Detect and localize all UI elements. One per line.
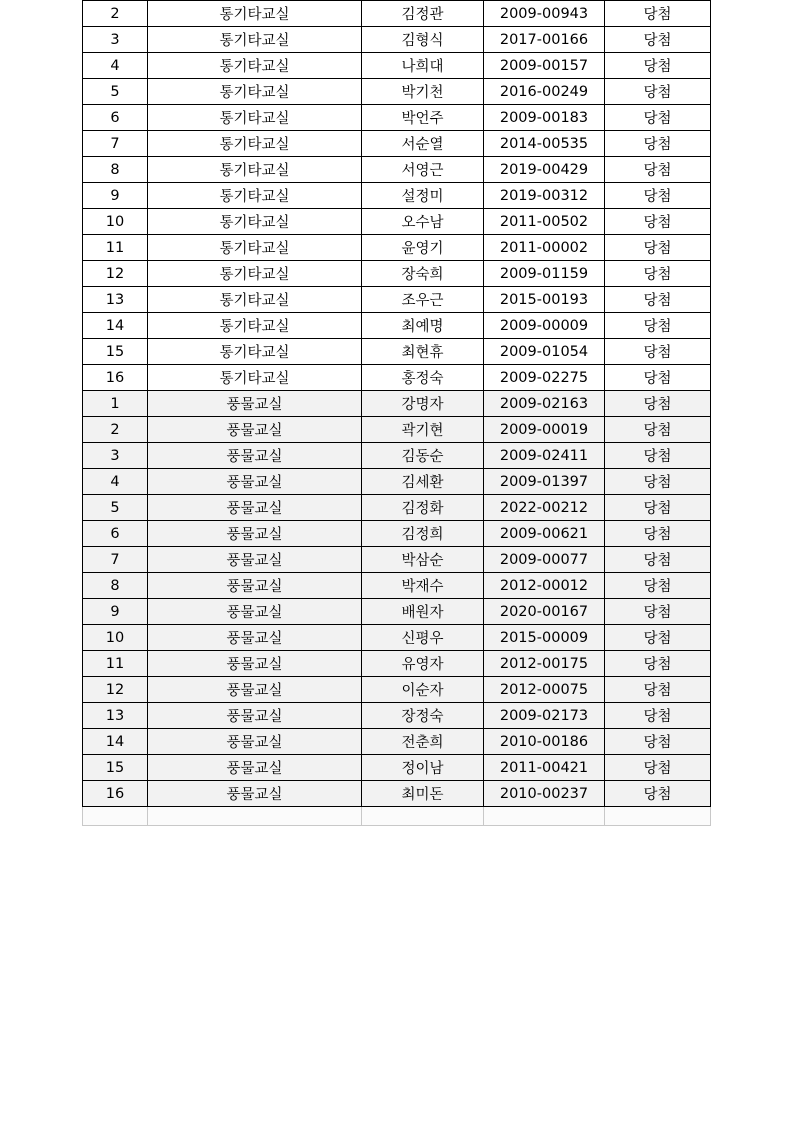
member-id-cell: 2010-00237 xyxy=(484,781,605,807)
result-cell: 당첨 xyxy=(605,53,711,79)
course-name-cell: 통기타교실 xyxy=(148,131,362,157)
applicant-name-cell: 조우근 xyxy=(362,287,484,313)
course-name-cell: 풍물교실 xyxy=(148,729,362,755)
member-id-cell: 2009-00019 xyxy=(484,417,605,443)
course-name-cell: 통기타교실 xyxy=(148,1,362,27)
course-name-cell: 통기타교실 xyxy=(148,27,362,53)
table-row xyxy=(83,781,711,807)
result-cell: 당첨 xyxy=(605,703,711,729)
table-row xyxy=(83,339,711,365)
result-cell: 당첨 xyxy=(605,183,711,209)
applicant-name-cell: 김정관 xyxy=(362,1,484,27)
row-number-cell: 12 xyxy=(83,261,148,287)
table-row xyxy=(83,313,711,339)
row-number-cell: 10 xyxy=(83,625,148,651)
result-cell: 당첨 xyxy=(605,313,711,339)
member-id-cell: 2009-00077 xyxy=(484,547,605,573)
course-name-cell: 풍물교실 xyxy=(148,547,362,573)
applicant-name-cell: 서순열 xyxy=(362,131,484,157)
row-number-cell: 16 xyxy=(83,365,148,391)
table-row xyxy=(83,235,711,261)
member-id-cell: 2009-00157 xyxy=(484,53,605,79)
course-name-cell: 통기타교실 xyxy=(148,261,362,287)
member-id-cell: 2009-02411 xyxy=(484,443,605,469)
table-row xyxy=(83,53,711,79)
empty-cell xyxy=(83,807,148,826)
results-table-body xyxy=(83,1,711,826)
table-row xyxy=(83,703,711,729)
course-name-cell: 풍물교실 xyxy=(148,625,362,651)
applicant-name-cell: 강명자 xyxy=(362,391,484,417)
empty-cell xyxy=(362,807,484,826)
row-number-cell: 10 xyxy=(83,209,148,235)
member-id-cell: 2009-02275 xyxy=(484,365,605,391)
applicant-name-cell: 신평우 xyxy=(362,625,484,651)
member-id-cell: 2019-00312 xyxy=(484,183,605,209)
lottery-results-table xyxy=(82,0,711,826)
table-row xyxy=(83,521,711,547)
table-row xyxy=(83,365,711,391)
row-number-cell: 2 xyxy=(83,1,148,27)
table-row xyxy=(83,651,711,677)
course-name-cell: 통기타교실 xyxy=(148,53,362,79)
table-row xyxy=(83,157,711,183)
table-row xyxy=(83,443,711,469)
course-name-cell: 풍물교실 xyxy=(148,781,362,807)
result-cell: 당첨 xyxy=(605,781,711,807)
result-cell: 당첨 xyxy=(605,157,711,183)
empty-cell xyxy=(148,807,362,826)
row-number-cell: 14 xyxy=(83,729,148,755)
applicant-name-cell: 홍정숙 xyxy=(362,365,484,391)
course-name-cell: 통기타교실 xyxy=(148,339,362,365)
table-row xyxy=(83,261,711,287)
course-name-cell: 풍물교실 xyxy=(148,755,362,781)
result-cell: 당첨 xyxy=(605,365,711,391)
result-cell: 당첨 xyxy=(605,599,711,625)
course-name-cell: 통기타교실 xyxy=(148,235,362,261)
applicant-name-cell: 박재수 xyxy=(362,573,484,599)
member-id-cell: 2010-00186 xyxy=(484,729,605,755)
applicant-name-cell: 오수남 xyxy=(362,209,484,235)
table-row xyxy=(83,547,711,573)
course-name-cell: 풍물교실 xyxy=(148,703,362,729)
applicant-name-cell: 김정희 xyxy=(362,521,484,547)
applicant-name-cell: 윤영기 xyxy=(362,235,484,261)
result-cell: 당첨 xyxy=(605,417,711,443)
row-number-cell: 5 xyxy=(83,495,148,521)
result-cell: 당첨 xyxy=(605,443,711,469)
applicant-name-cell: 최미돈 xyxy=(362,781,484,807)
applicant-name-cell: 정이남 xyxy=(362,755,484,781)
applicant-name-cell: 김동순 xyxy=(362,443,484,469)
applicant-name-cell: 서영근 xyxy=(362,157,484,183)
member-id-cell: 2015-00009 xyxy=(484,625,605,651)
course-name-cell: 통기타교실 xyxy=(148,105,362,131)
row-number-cell: 11 xyxy=(83,235,148,261)
row-number-cell: 11 xyxy=(83,651,148,677)
row-number-cell: 4 xyxy=(83,469,148,495)
row-number-cell: 6 xyxy=(83,105,148,131)
row-number-cell: 16 xyxy=(83,781,148,807)
applicant-name-cell: 박언주 xyxy=(362,105,484,131)
table-row xyxy=(83,105,711,131)
table-row xyxy=(83,625,711,651)
applicant-name-cell: 박기천 xyxy=(362,79,484,105)
result-cell: 당첨 xyxy=(605,27,711,53)
course-name-cell: 풍물교실 xyxy=(148,677,362,703)
applicant-name-cell: 곽기현 xyxy=(362,417,484,443)
table-row xyxy=(83,729,711,755)
applicant-name-cell: 이순자 xyxy=(362,677,484,703)
member-id-cell: 2009-02163 xyxy=(484,391,605,417)
row-number-cell: 13 xyxy=(83,287,148,313)
member-id-cell: 2012-00075 xyxy=(484,677,605,703)
row-number-cell: 2 xyxy=(83,417,148,443)
empty-table-row xyxy=(83,807,711,826)
member-id-cell: 2009-00621 xyxy=(484,521,605,547)
row-number-cell: 4 xyxy=(83,53,148,79)
empty-cell xyxy=(605,807,711,826)
result-cell: 당첨 xyxy=(605,677,711,703)
table-row xyxy=(83,391,711,417)
result-cell: 당첨 xyxy=(605,755,711,781)
member-id-cell: 2009-01397 xyxy=(484,469,605,495)
course-name-cell: 풍물교실 xyxy=(148,495,362,521)
empty-cell xyxy=(484,807,605,826)
row-number-cell: 9 xyxy=(83,599,148,625)
member-id-cell: 2009-01054 xyxy=(484,339,605,365)
course-name-cell: 통기타교실 xyxy=(148,313,362,339)
member-id-cell: 2009-01159 xyxy=(484,261,605,287)
row-number-cell: 3 xyxy=(83,27,148,53)
course-name-cell: 풍물교실 xyxy=(148,469,362,495)
member-id-cell: 2009-00943 xyxy=(484,1,605,27)
result-cell: 당첨 xyxy=(605,79,711,105)
result-cell: 당첨 xyxy=(605,209,711,235)
table-row xyxy=(83,209,711,235)
course-name-cell: 풍물교실 xyxy=(148,443,362,469)
row-number-cell: 13 xyxy=(83,703,148,729)
member-id-cell: 2015-00193 xyxy=(484,287,605,313)
result-cell: 당첨 xyxy=(605,573,711,599)
table-row xyxy=(83,183,711,209)
result-cell: 당첨 xyxy=(605,235,711,261)
result-cell: 당첨 xyxy=(605,469,711,495)
course-name-cell: 풍물교실 xyxy=(148,651,362,677)
result-cell: 당첨 xyxy=(605,521,711,547)
table-row xyxy=(83,417,711,443)
applicant-name-cell: 장정숙 xyxy=(362,703,484,729)
course-name-cell: 통기타교실 xyxy=(148,79,362,105)
applicant-name-cell: 나희대 xyxy=(362,53,484,79)
member-id-cell: 2012-00175 xyxy=(484,651,605,677)
member-id-cell: 2014-00535 xyxy=(484,131,605,157)
course-name-cell: 풍물교실 xyxy=(148,417,362,443)
member-id-cell: 2009-00009 xyxy=(484,313,605,339)
table-row xyxy=(83,79,711,105)
row-number-cell: 8 xyxy=(83,157,148,183)
applicant-name-cell: 전춘희 xyxy=(362,729,484,755)
applicant-name-cell: 김형식 xyxy=(362,27,484,53)
course-name-cell: 통기타교실 xyxy=(148,183,362,209)
table-row xyxy=(83,131,711,157)
table-row xyxy=(83,1,711,27)
course-name-cell: 통기타교실 xyxy=(148,209,362,235)
member-id-cell: 2019-00429 xyxy=(484,157,605,183)
result-cell: 당첨 xyxy=(605,287,711,313)
member-id-cell: 2009-00183 xyxy=(484,105,605,131)
result-cell: 당첨 xyxy=(605,651,711,677)
result-cell: 당첨 xyxy=(605,391,711,417)
table-row xyxy=(83,755,711,781)
row-number-cell: 7 xyxy=(83,547,148,573)
course-name-cell: 풍물교실 xyxy=(148,573,362,599)
applicant-name-cell: 김정화 xyxy=(362,495,484,521)
row-number-cell: 5 xyxy=(83,79,148,105)
result-cell: 당첨 xyxy=(605,261,711,287)
result-cell: 당첨 xyxy=(605,339,711,365)
applicant-name-cell: 김세환 xyxy=(362,469,484,495)
course-name-cell: 통기타교실 xyxy=(148,365,362,391)
course-name-cell: 풍물교실 xyxy=(148,391,362,417)
row-number-cell: 7 xyxy=(83,131,148,157)
row-number-cell: 1 xyxy=(83,391,148,417)
result-cell: 당첨 xyxy=(605,105,711,131)
result-cell: 당첨 xyxy=(605,625,711,651)
result-cell: 당첨 xyxy=(605,495,711,521)
table-row xyxy=(83,469,711,495)
member-id-cell: 2011-00502 xyxy=(484,209,605,235)
member-id-cell: 2020-00167 xyxy=(484,599,605,625)
applicant-name-cell: 최현휴 xyxy=(362,339,484,365)
result-cell: 당첨 xyxy=(605,547,711,573)
table-row xyxy=(83,573,711,599)
course-name-cell: 풍물교실 xyxy=(148,599,362,625)
applicant-name-cell: 유영자 xyxy=(362,651,484,677)
member-id-cell: 2011-00002 xyxy=(484,235,605,261)
result-cell: 당첨 xyxy=(605,1,711,27)
course-name-cell: 통기타교실 xyxy=(148,287,362,313)
member-id-cell: 2011-00421 xyxy=(484,755,605,781)
row-number-cell: 8 xyxy=(83,573,148,599)
table-row xyxy=(83,677,711,703)
table-row xyxy=(83,599,711,625)
row-number-cell: 12 xyxy=(83,677,148,703)
member-id-cell: 2017-00166 xyxy=(484,27,605,53)
table-row xyxy=(83,495,711,521)
course-name-cell: 통기타교실 xyxy=(148,157,362,183)
result-cell: 당첨 xyxy=(605,131,711,157)
applicant-name-cell: 최예명 xyxy=(362,313,484,339)
row-number-cell: 6 xyxy=(83,521,148,547)
result-cell: 당첨 xyxy=(605,729,711,755)
applicant-name-cell: 장숙희 xyxy=(362,261,484,287)
course-name-cell: 풍물교실 xyxy=(148,521,362,547)
member-id-cell: 2016-00249 xyxy=(484,79,605,105)
table-row xyxy=(83,287,711,313)
applicant-name-cell: 배원자 xyxy=(362,599,484,625)
row-number-cell: 15 xyxy=(83,339,148,365)
applicant-name-cell: 설정미 xyxy=(362,183,484,209)
row-number-cell: 15 xyxy=(83,755,148,781)
row-number-cell: 3 xyxy=(83,443,148,469)
row-number-cell: 9 xyxy=(83,183,148,209)
applicant-name-cell: 박삼순 xyxy=(362,547,484,573)
table-row xyxy=(83,27,711,53)
member-id-cell: 2022-00212 xyxy=(484,495,605,521)
row-number-cell: 14 xyxy=(83,313,148,339)
member-id-cell: 2009-02173 xyxy=(484,703,605,729)
member-id-cell: 2012-00012 xyxy=(484,573,605,599)
